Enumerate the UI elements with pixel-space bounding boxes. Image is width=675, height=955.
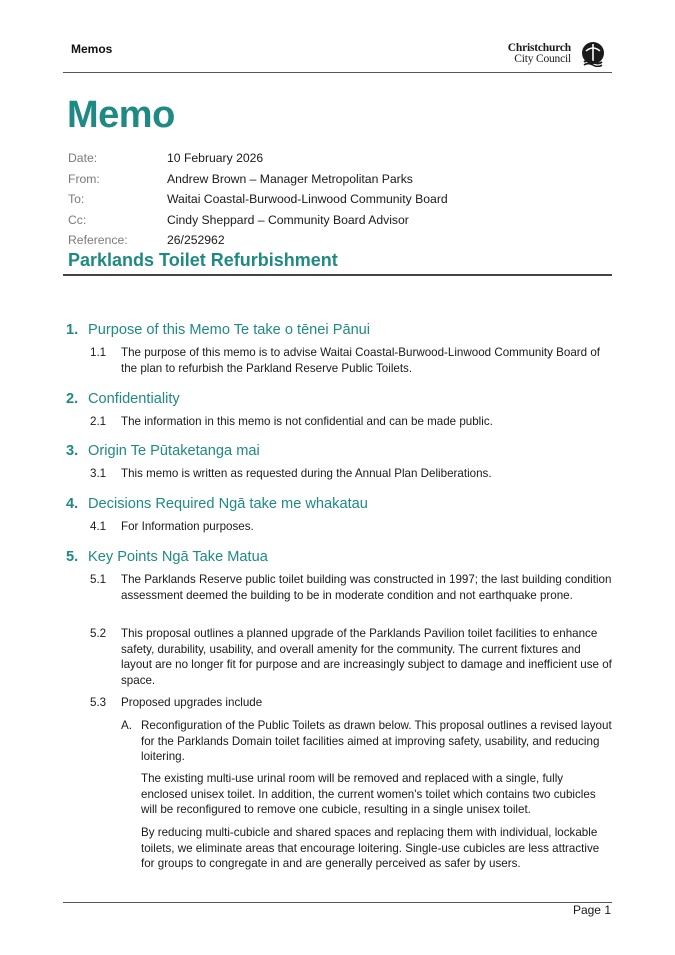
meta-value: Waitai Coastal-Burwood-Linwood Community Board [167,192,448,207]
item-number: 5.1 [90,573,107,586]
meta-value: Andrew Brown – Manager Metropolitan Parks [167,171,413,186]
section-heading-decisions [66,496,368,512]
section-heading-purpose [66,322,370,338]
item-text: The purpose of this memo is to advise Waitai Coastal-Burwood-Linwood Community Board of the plan to refurbish the Parkland Reserve Public Toilets. [121,346,600,375]
memo-title: Memo [67,94,175,136]
section-number: 2. [66,391,79,407]
section-title: Purpose of this Memo Te take o tēnei Pānui [88,322,371,338]
item-text: This memo is written as requested during the Annual Plan Deliberations. [121,467,492,480]
list-item [90,414,612,430]
meta-row-cc [68,210,608,231]
item-number: 2.1 [90,415,107,428]
sub-list-item [121,718,612,765]
meta-key: From: [68,171,100,186]
document-title: Parklands Toilet Refurbishment [68,250,338,270]
meta-row-from [68,169,608,190]
item-number: 4.1 [90,520,107,533]
item-number: 1.1 [90,346,107,359]
meta-row-date [68,148,608,169]
list-item [90,626,612,688]
section-heading-origin [66,443,260,459]
meta-key: Reference: [68,233,128,248]
meta-row-to [68,189,608,210]
meta-key: To: [68,192,85,207]
list-item [90,695,612,711]
section-title: Confidentiality [88,391,180,407]
section-number: 5. [66,549,79,565]
item-text: Proposed upgrades include [121,696,263,709]
section-title: Key Points Ngā Take Matua [88,549,268,565]
list-item [90,572,612,603]
meta-row-reference [68,230,608,251]
council-logo [497,40,607,70]
section-heading-confidentiality [66,391,180,407]
section-number: 4. [66,496,79,512]
item-number: 5.3 [90,696,107,709]
list-item [90,466,612,482]
item-text: This proposal outlines a planned upgrade of the Parklands Pavilion toilet facilities to enhance safety, durability, usability, and overall amenity for the community. The current fixtures and layout are no longer fit for purpose and are increasingly subject to damage and inefficient use of space. [121,627,612,687]
logo-line-1: Christchurch [507,42,571,54]
logo-wordmark [508,43,571,65]
meta-value: Cindy Sheppard – Community Board Advisor [167,212,409,227]
meta-value: 10 February 2026 [167,151,264,166]
item-text: The Parklands Reserve public toilet building was constructed in 1997; the last building condition assessment deemed the building to be in moderate condition and not earthquake prone. [121,573,612,602]
sub-item-text: Reconfiguration of the Public Toilets as drawn below. This proposal outlines a revised layout for the Parklands Domain toilet facilities aimed at improving safety, usability, and reducing loitering. [141,719,612,763]
sub-item-letter: A. [121,719,132,732]
item-text: For Information purposes. [121,520,254,533]
paragraph: By reducing multi-cubicle and shared spaces and replacing them with individual, lockable toilets, we eliminate areas that encourage loitering. Single-use cubicles are less attractive for groups to congregate in and are generally perceived as safer by users. [141,826,600,870]
memo-metadata [68,148,608,251]
list-item [90,519,612,535]
paragraph: The existing multi-use urinal room will be removed and replaced with a single, fully enclosed unisex toilet. In addition, the current women's toilet which contains two cubicles will be reconfigured to remove one cubicle, resulting in a single unisex toilet. [141,772,596,816]
title-divider [63,274,612,276]
section-number: 1. [66,322,79,338]
footer-divider [63,902,612,903]
header-divider [63,72,612,73]
meta-key: Cc: [68,212,87,227]
meta-key: Date: [68,151,98,166]
meta-value: 26/252962 [167,233,225,248]
item-number: 3.1 [90,467,107,480]
item-text: The information in this memo is not confidential and can be made public. [121,415,493,428]
logo-line-2: City Council [514,53,571,65]
header-label: Memos [71,42,113,56]
section-number: 3. [66,443,79,459]
list-item [90,345,612,376]
section-title: Decisions Required Ngā take me whakatau [88,496,368,512]
council-emblem-icon [579,41,607,67]
section-title: Origin Te Pūtaketanga mai [88,443,260,459]
section-heading-key-points [66,549,268,565]
page-number: Page 1 [572,903,611,917]
item-number: 5.2 [90,627,107,640]
